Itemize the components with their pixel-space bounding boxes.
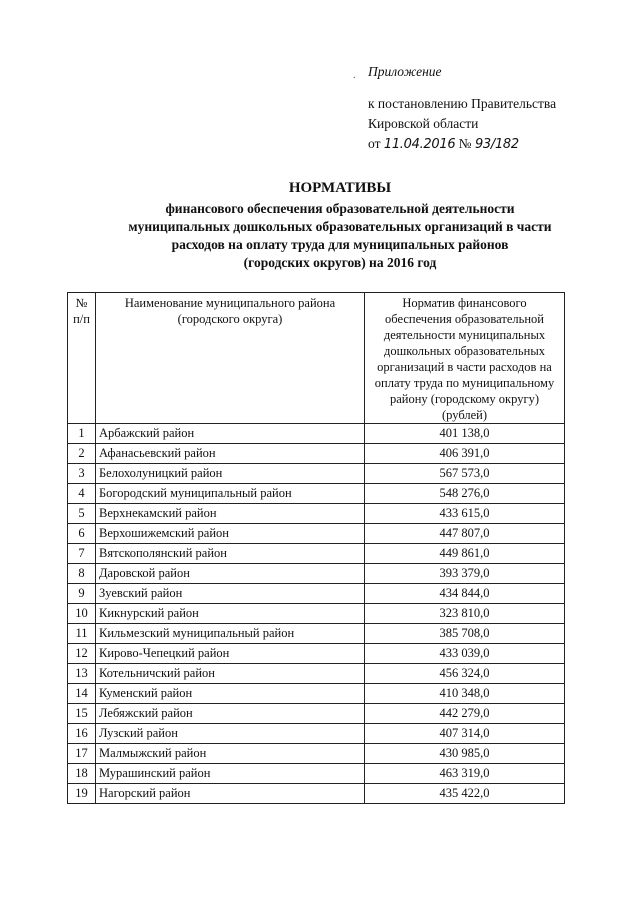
scan-dot: . (353, 70, 356, 81)
appendix-header: Приложение (368, 64, 442, 79)
row-value: 385 708,0 (365, 624, 565, 644)
row-num: 4 (68, 484, 96, 504)
row-num: 14 (68, 684, 96, 704)
table-header-row (68, 293, 565, 424)
appendix-block (368, 62, 556, 155)
row-value: 433 615,0 (365, 504, 565, 524)
row-value: 323 810,0 (365, 604, 565, 624)
row-name: Кильмезский муниципальный район (96, 624, 365, 644)
row-value: 463 319,0 (365, 764, 565, 784)
row-num: 9 (68, 584, 96, 604)
row-value: 449 861,0 (365, 544, 565, 564)
table-row (68, 484, 565, 504)
row-name: Нагорский район (96, 784, 365, 804)
row-name: Даровской район (96, 564, 365, 584)
appendix-region-line: Кировской области (368, 116, 479, 131)
header-num: № п/п (68, 293, 96, 424)
row-num: 12 (68, 644, 96, 664)
table-row (68, 424, 565, 444)
row-name: Кикнурский район (96, 604, 365, 624)
row-num: 10 (68, 604, 96, 624)
row-num: 8 (68, 564, 96, 584)
row-name: Мурашинский район (96, 764, 365, 784)
row-name: Котельничский район (96, 664, 365, 684)
header-name: Наименование муниципального района (городского округа) (96, 293, 365, 424)
row-value: 548 276,0 (365, 484, 565, 504)
appendix-resolution-line: к постановлению Правительства (368, 96, 557, 111)
table-row (68, 644, 565, 664)
row-name: Афанасьевский район (96, 444, 365, 464)
normatives-table (67, 292, 565, 804)
table-body (68, 424, 565, 804)
table-row (68, 564, 565, 584)
row-num: 16 (68, 724, 96, 744)
row-name: Лузский район (96, 724, 365, 744)
table-row (68, 724, 565, 744)
row-value: 406 391,0 (365, 444, 565, 464)
handwritten-date: 11.04.2016 (383, 137, 456, 152)
header-value: Норматив финансового обеспечения образовательной деятельности муниципальных дошкольных образовательных организаций в части расходов на оплату труда по муниципальному району (городскому округу) (рублей) (365, 293, 565, 424)
row-num: 7 (68, 544, 96, 564)
row-value: 433 039,0 (365, 644, 565, 664)
table-row (68, 784, 565, 804)
row-name: Вятскополянский район (96, 544, 365, 564)
title-line-4: (городских округов) на 2016 год (243, 255, 437, 270)
row-name: Малмыжский район (96, 744, 365, 764)
row-num: 15 (68, 704, 96, 724)
row-num: 6 (68, 524, 96, 544)
row-value: 442 279,0 (365, 704, 565, 724)
table-row (68, 664, 565, 684)
title-line-3: расходов на оплату труда для муниципальных районов (171, 237, 509, 252)
row-value: 410 348,0 (365, 684, 565, 704)
number-prefix: № (458, 136, 472, 151)
row-num: 5 (68, 504, 96, 524)
title-main: НОРМАТИВЫ (288, 180, 392, 196)
row-name: Верхошижемский район (96, 524, 365, 544)
row-value: 447 807,0 (365, 524, 565, 544)
row-name: Богородский муниципальный район (96, 484, 365, 504)
date-prefix: от (368, 136, 381, 151)
row-value: 407 314,0 (365, 724, 565, 744)
row-value: 393 379,0 (365, 564, 565, 584)
handwritten-number: 93/182 (474, 137, 519, 152)
row-name: Белохолуницкий район (96, 464, 365, 484)
row-name: Куменский район (96, 684, 365, 704)
table-row (68, 744, 565, 764)
table-row (68, 544, 565, 564)
row-value: 435 422,0 (365, 784, 565, 804)
table-row (68, 504, 565, 524)
title-line-2: муниципальных дошкольных образовательных организаций в части (128, 219, 552, 234)
document-title (80, 179, 600, 272)
row-num: 3 (68, 464, 96, 484)
row-name: Верхнекамский район (96, 504, 365, 524)
row-num: 19 (68, 784, 96, 804)
table-row (68, 624, 565, 644)
row-name: Арбажский район (96, 424, 365, 444)
row-value: 567 573,0 (365, 464, 565, 484)
table-row (68, 704, 565, 724)
row-value: 401 138,0 (365, 424, 565, 444)
row-num: 11 (68, 624, 96, 644)
table-row (68, 764, 565, 784)
row-num: 18 (68, 764, 96, 784)
table-row (68, 584, 565, 604)
row-name: Кирово-Чепецкий район (96, 644, 365, 664)
table-row (68, 604, 565, 624)
table-row (68, 524, 565, 544)
row-num: 1 (68, 424, 96, 444)
row-value: 456 324,0 (365, 664, 565, 684)
row-num: 17 (68, 744, 96, 764)
row-name: Зуевский район (96, 584, 365, 604)
table-row (68, 464, 565, 484)
table-row (68, 444, 565, 464)
table-row (68, 684, 565, 704)
row-num: 13 (68, 664, 96, 684)
appendix-date-line (368, 134, 556, 155)
row-num: 2 (68, 444, 96, 464)
title-line-1: финансового обеспечения образовательной деятельности (165, 201, 515, 216)
row-value: 430 985,0 (365, 744, 565, 764)
row-value: 434 844,0 (365, 584, 565, 604)
row-name: Лебяжский район (96, 704, 365, 724)
